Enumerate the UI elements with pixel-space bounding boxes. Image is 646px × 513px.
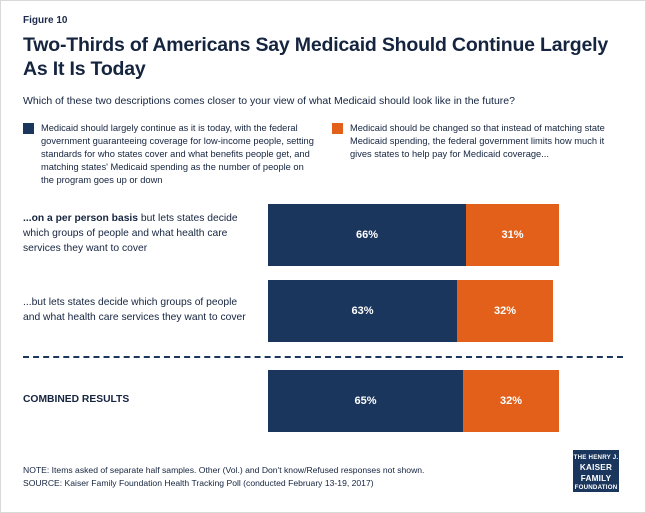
bar-segment-orange: 32%	[457, 280, 553, 342]
figure-label: Figure 10	[23, 15, 68, 26]
kff-logo	[573, 450, 619, 492]
row-bars	[268, 280, 553, 342]
chart-row	[23, 204, 623, 266]
row-label-bold: ...on a per person basis	[23, 213, 139, 225]
legend-item	[23, 122, 314, 188]
source-text: SOURCE: Kaiser Family Foundation Health Tracking Poll (conducted February 13-19, 2017)	[23, 478, 374, 489]
bar-chart	[23, 204, 623, 432]
row-label: COMBINED RESULTS	[23, 394, 130, 406]
legend-label: Medicaid should largely continue as it is today, with the federal government guaranteeing coverage for low-income people, setting standards for who states cover and what benefits people get, and matching states' Medicaid spending as the number of people on the program goes up or down	[41, 122, 314, 186]
logo-line-3: FAMILY	[580, 474, 612, 484]
legend-swatch-orange	[332, 123, 343, 134]
footnotes	[23, 464, 424, 490]
subtitle: Which of these two descriptions comes closer to your view of what Medicaid should look like in the future?	[23, 94, 515, 107]
bar-segment-orange: 32%	[463, 370, 559, 432]
logo-line-2: KAISER	[579, 463, 613, 473]
bar-segment-blue: 63%	[268, 280, 457, 342]
logo-line-1: THE HENRY J.	[573, 454, 619, 461]
row-bars	[268, 204, 559, 266]
legend-label: Medicaid should be changed so that instead of matching state Medicaid spending, the federal government limits how much it gives states to help pay for Medicaid coverage...	[350, 122, 605, 160]
row-label	[23, 296, 268, 326]
page-title: Two-Thirds of Americans Say Medicaid Should Continue Largely As It Is Today	[23, 34, 608, 80]
legend	[23, 122, 623, 188]
logo-line-4: FOUNDATION	[574, 484, 618, 492]
legend-item	[332, 122, 623, 188]
bar-segment-blue: 65%	[268, 370, 463, 432]
row-label	[23, 212, 268, 257]
section-divider	[23, 356, 623, 358]
bar-segment-blue: 66%	[268, 204, 466, 266]
chart-row	[23, 280, 623, 342]
note-text: NOTE: Items asked of separate half samples. Other (Vol.) and Don't know/Refused responses not shown.	[23, 465, 425, 476]
row-bars	[268, 370, 559, 432]
row-label-rest: ...but lets states decide which groups of people and what health care services they want to cover	[23, 296, 246, 323]
chart-row-combined	[23, 370, 623, 432]
legend-swatch-blue	[23, 123, 34, 134]
bar-segment-orange: 31%	[466, 204, 559, 266]
row-label-rest: but lets states decide which groups of people and what health care services they want to cover	[23, 213, 238, 255]
